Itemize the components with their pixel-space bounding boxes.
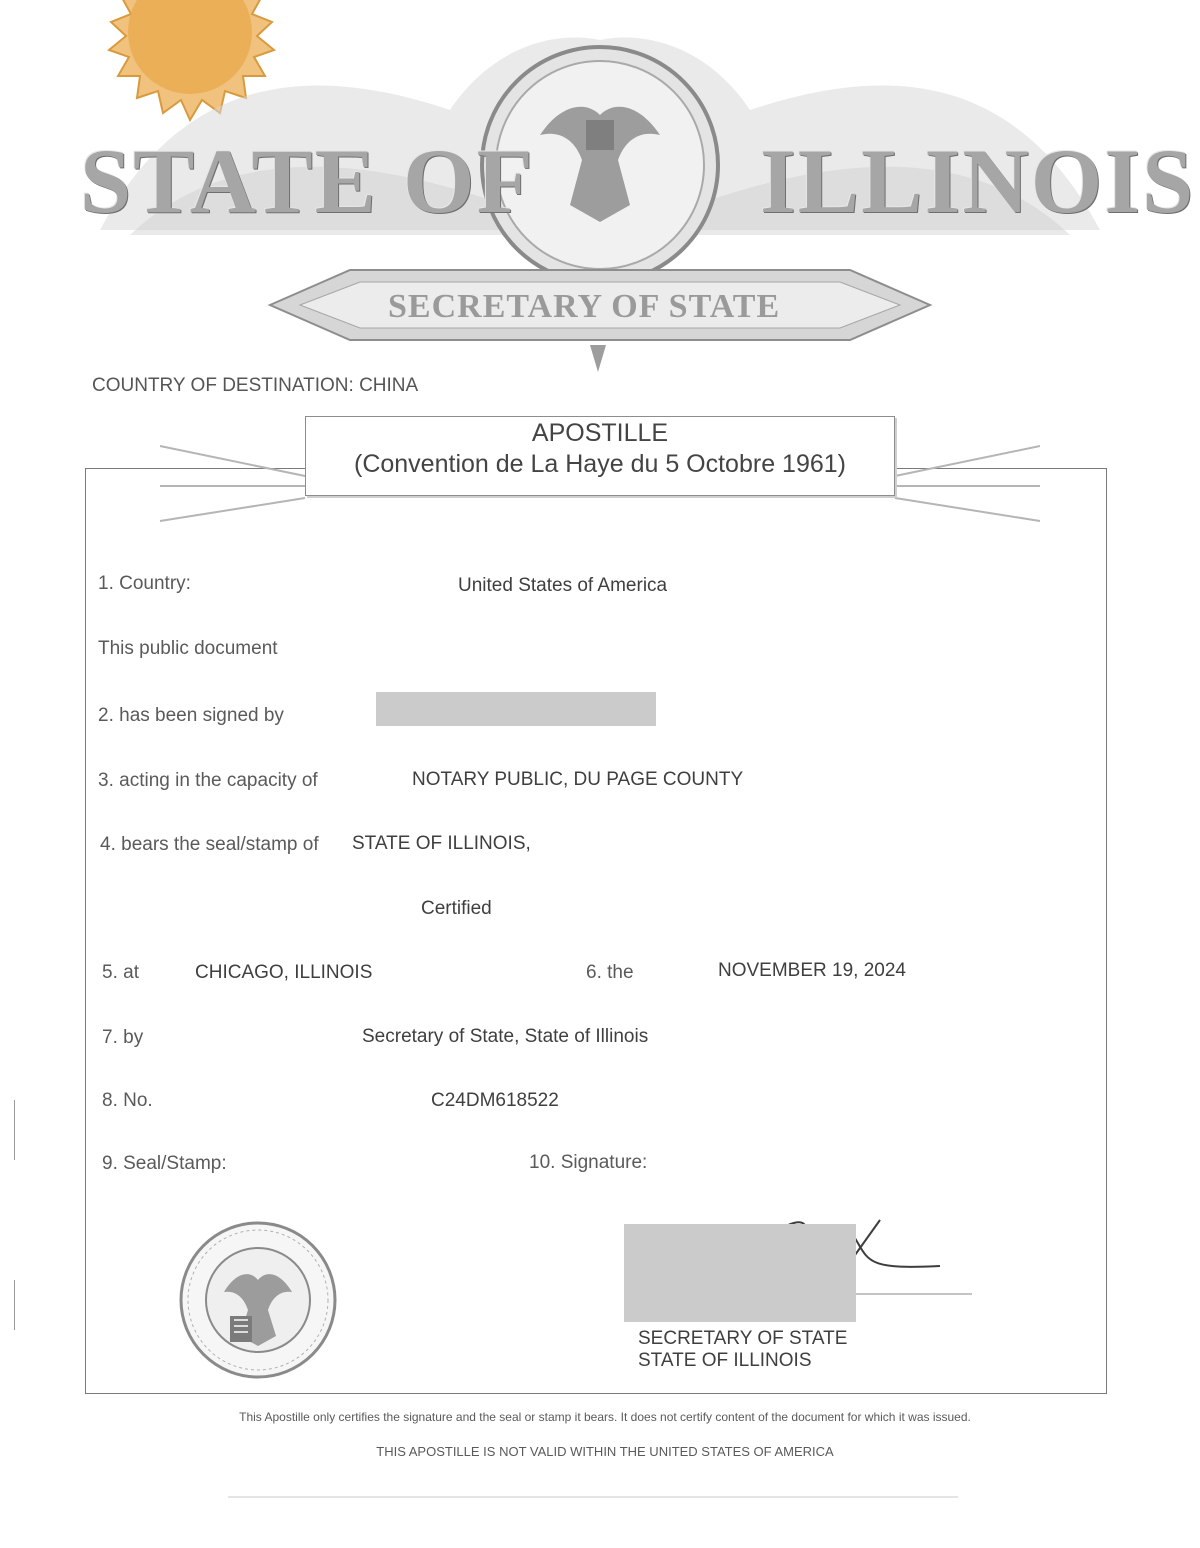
header-title-right: ILLINOIS bbox=[760, 130, 1196, 232]
at-value: CHICAGO, ILLINOIS bbox=[195, 962, 373, 983]
certified-label: Certified bbox=[421, 898, 492, 919]
footer-validity-notice: THIS APOSTILLE IS NOT VALID WITHIN THE UNITED STATES OF AMERICA bbox=[376, 1444, 834, 1459]
apostille-convention: (Convention de La Haye du 5 Octobre 1961) bbox=[354, 450, 846, 478]
number-value: C24DM618522 bbox=[431, 1090, 559, 1111]
seal-label: 4. bears the seal/stamp of bbox=[100, 834, 319, 855]
by-label: 7. by bbox=[102, 1027, 144, 1048]
date-value: NOVEMBER 19, 2024 bbox=[718, 960, 906, 981]
signature-label: 10. Signature: bbox=[529, 1152, 648, 1173]
signature-redacted bbox=[624, 1224, 856, 1322]
capacity-value: NOTARY PUBLIC, DU PAGE COUNTY bbox=[412, 769, 744, 790]
apostille-title-box bbox=[305, 416, 895, 496]
scan-edge-mark bbox=[14, 1280, 15, 1330]
scan-edge-mark bbox=[14, 1100, 15, 1160]
date-label: 6. the bbox=[586, 962, 634, 983]
by-value: Secretary of State, State of Illinois bbox=[362, 1026, 649, 1047]
state-seal-icon bbox=[178, 1220, 338, 1380]
signed-by-redacted bbox=[376, 692, 656, 726]
at-label: 5. at bbox=[102, 962, 139, 983]
country-of-destination: COUNTRY OF DESTINATION: CHINA bbox=[92, 375, 419, 396]
header-title-left: STATE OF bbox=[80, 130, 535, 232]
capacity-label: 3. acting in the capacity of bbox=[98, 770, 318, 791]
country-label: 1. Country: bbox=[98, 573, 191, 594]
signatory-state: STATE OF ILLINOIS bbox=[638, 1350, 812, 1371]
footer-faint-line bbox=[228, 1496, 958, 1498]
apostille-title: APOSTILLE bbox=[531, 419, 669, 447]
header-subtitle: SECRETARY OF STATE bbox=[388, 288, 781, 325]
seal-value: STATE OF ILLINOIS, bbox=[352, 833, 531, 854]
header-banner bbox=[70, 0, 1196, 380]
signatory-title: SECRETARY OF STATE bbox=[638, 1328, 848, 1349]
number-label: 8. No. bbox=[102, 1090, 153, 1111]
country-value: United States of America bbox=[458, 575, 668, 596]
seal-stamp-label: 9. Seal/Stamp: bbox=[102, 1153, 227, 1174]
signed-by-label: 2. has been signed by bbox=[98, 705, 284, 726]
footer-disclaimer: This Apostille only certifies the signature and the seal or stamp it bears. It does not certify content of the document for which it was issued. bbox=[239, 1410, 971, 1424]
public-document-label: This public document bbox=[98, 638, 278, 659]
